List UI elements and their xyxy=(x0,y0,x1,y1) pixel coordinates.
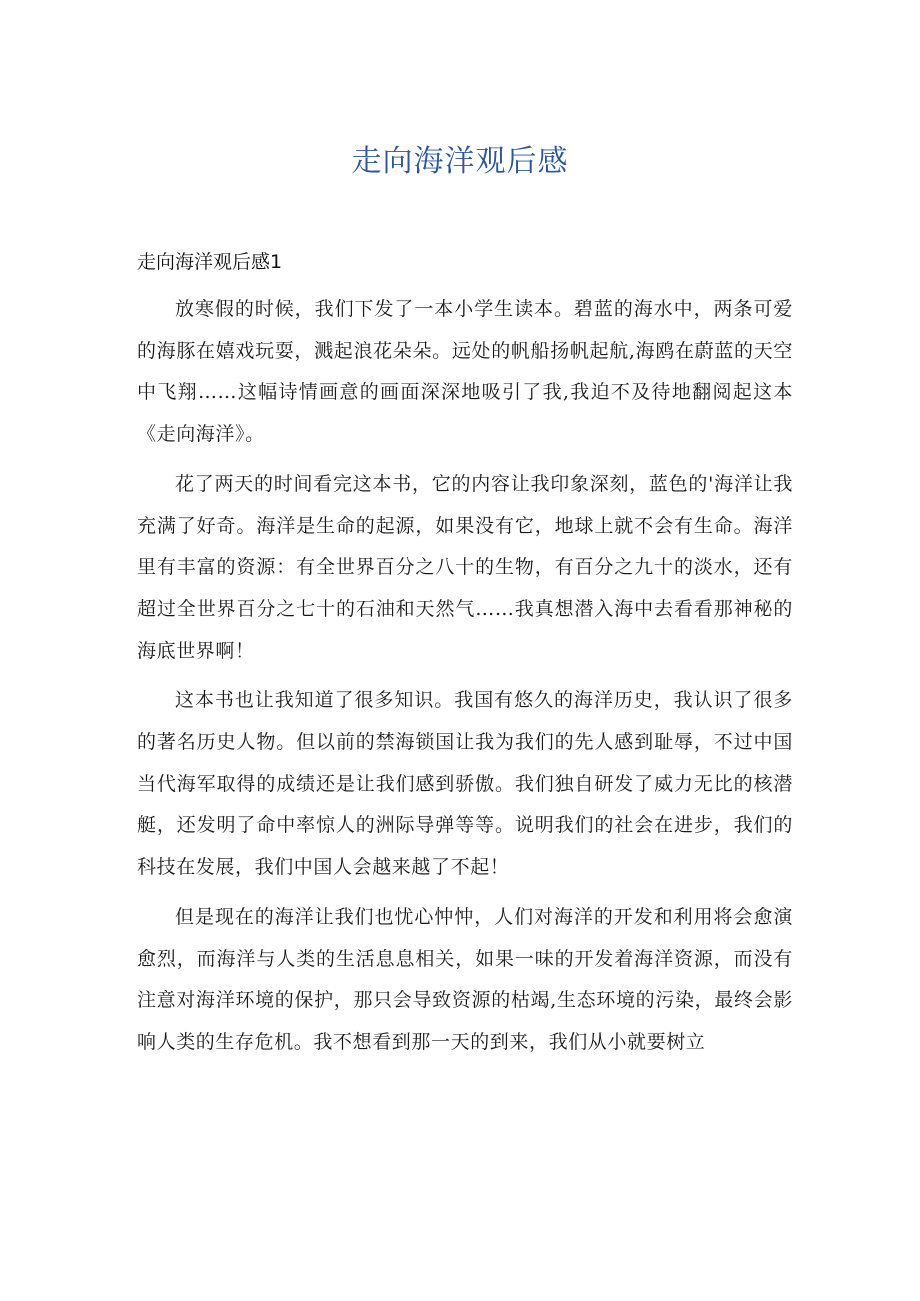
body-paragraph-4: 但是现在的海洋让我们也忧心忡忡，人们对海洋的开发和利用将会愈演愈烈，而海洋与人类的生活息息相关，如果一味的开发着海洋资源，而没有注意对海洋环境的保护，那只会导致资源的枯竭,生态环境的污染，最终会影响人类的生存危机。我不想看到那一天的到来，我们从小就要树立 xyxy=(137,905,793,1053)
document-title: 走向海洋观后感 xyxy=(351,144,569,179)
document-body xyxy=(137,289,793,1072)
body-paragraph-2: 花了两天的时间看完这本书，它的内容让我印象深刻，蓝色的'海洋让我充满了好奇。海洋是生命的起源，如果没有它，地球上就不会有生命。海洋里有丰富的资源：有全世界百分之八十的生物，有百分之九十的淡水，还有超过全世界百分之七十的石油和天然气……我真想潜入海中去看看那神秘的海底世界啊！ xyxy=(137,472,793,662)
document-subtitle: 走向海洋观后感1 xyxy=(137,251,283,273)
body-paragraph-1: 放寒假的时候，我们下发了一本小学生读本。碧蓝的海水中，两条可爱的海豚在嬉戏玩耍，溅起浪花朵朵。远处的帆船扬帆起航,海鸥在蔚蓝的天空中飞翔……这幅诗情画意的画面深深地吸引了我,我迫不及待地翻阅起这本《走向海洋》。 xyxy=(137,298,793,446)
body-paragraph-3: 这本书也让我知道了很多知识。我国有悠久的海洋历史，我认识了很多的著名历史人物。但以前的禁海锁国让我为我们的先人感到耻辱，不过中国当代海军取得的成绩还是让我们感到骄傲。我们独自研发了威力无比的核潜艇，还发明了命中率惊人的洲际导弹等等。说明我们的社会在进步，我们的科技在发展，我们中国人会越来越了不起！ xyxy=(137,689,793,879)
